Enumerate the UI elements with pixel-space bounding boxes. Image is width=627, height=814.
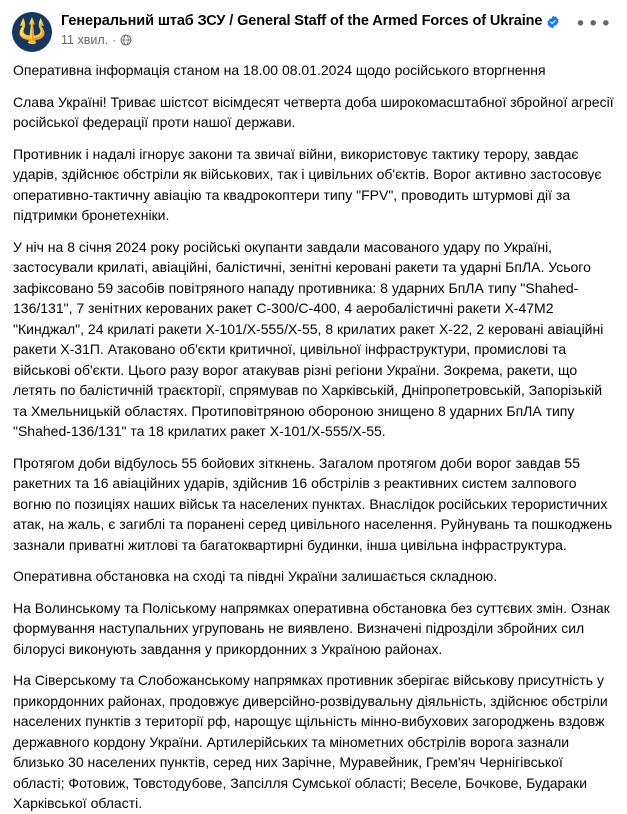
post-paragraph: У ніч на 8 січня 2024 року російські окупанти завдали масованого удару по Україні, застосували крилаті, авіаційні, балістичні, зенітні керовані ракети та ударні БпЛА. Усього зафіксовано 59 засобів повітряного нападу противника: 8 ударних БпЛА типу "Shahed-136/131", 7 зенітних керованих ракет С-300/С-400, 4 аеробалістичні ракети Х-47М2 "Кинджал", 24 крилаті ракети Х-101/Х-555/Х-55, 8 крилатих ракет Х-22, 2 керовані авіаційні ракети Х-31П. Атаковано об'єкти критичної, цивільної інфраструктури, промислові та військові об'єкти. Цього разу ворог атакував різні регіони України. Зокрема, ракети, що летять по балістичній траєкторії, спрямував по Харківській, Дніпропетровській, Запорізькій та Хмельницькій областях. Протиповітряною обороною знищено 8 ударних БпЛА типу "Shahed-136/131" та 18 крилатих ракет Х-101/Х-555/Х-55. bbox=[13, 238, 604, 439]
page-name-row bbox=[61, 13, 573, 30]
post-paragraph: Протягом доби відбулось 55 бойових зіткнень. Загалом протягом доби ворог завдав 55 ракетних та 16 авіаційних ударів, здійснив 16 обстрілів з реактивних систем залпового вогню по позиціях наших військ та населених пунктах. Внаслідок російських терористичних атак, на жаль, є загиблі та поранені серед цивільного населення. Руйнувань та пошкоджень зазнали приватні житлові та багатоквартирні будинки, інша цивільна інфраструктура. bbox=[13, 454, 613, 553]
post-more-options-button[interactable]: ••• bbox=[574, 13, 613, 35]
post-paragraph: На Сіверському та Слобожанському напрямках противник зберігає військову присутність у прикордонних районах, продовжує диверсійно-розвідувальну діяльність, здійснює обстріли населених пунктів з території рф, нарощує щільність мінно-вибухових загороджень вздовж державного кордону України. Артилерійських та мінометних обстрілів ворога зазнали близько 30 населених пунктів, серед них Зарічне, Муравейник, Грем'яч Чернігівської області; Фотовиж, Товстодубове, Запсілля Сумської області; Веселе, Бочкове, Будараки Харківської області. bbox=[13, 672, 608, 811]
post-header bbox=[12, 10, 615, 58]
post-paragraph: Противник і надалі ігнорує закони та звичаї війни, використовує тактику терору, завдає ударів, здійснює обстріли як військових, так і цивільних об'єктів. Ворог активно застосовує оперативно-тактичну авіацію та квадрокоптери типу "FPV", проводить штурмові дії за підтримки бронетехніки. bbox=[13, 145, 602, 223]
post-header-text bbox=[61, 12, 573, 47]
page-name[interactable]: Генеральний штаб ЗСУ / General Staff of the Armed Forces of Ukraine bbox=[61, 13, 543, 29]
post-meta bbox=[61, 33, 573, 47]
post-paragraph: Оперативна обстановка на сході та півдні України залишається складною. bbox=[13, 568, 498, 584]
avatar[interactable] bbox=[12, 12, 52, 52]
post-paragraph: На Волинському та Поліському напрямках оперативна обстановка без суттєвих змін. Ознак формування наступальних угруповань не виявлено. Визначені підрозділи збройних сил білорусі виконують завдання у прикордонних з Україною районах. bbox=[13, 599, 610, 657]
trident-emblem-icon: 🔱 bbox=[17, 17, 47, 45]
verified-badge-icon bbox=[546, 15, 560, 29]
post-paragraph: Оперативна інформація станом на 18.00 08.01.2024 щодо російського вторгнення bbox=[13, 62, 546, 78]
post-paragraph: Слава Україні! Триває шістсот вісімдесят четверта доба широкомасштабної збройної агресії російської федерації проти нашої держави. bbox=[13, 93, 614, 130]
globe-icon bbox=[120, 34, 132, 46]
meta-separator: · bbox=[112, 33, 117, 47]
post-timestamp[interactable]: 11 хвил. bbox=[61, 33, 109, 47]
post-body bbox=[12, 58, 615, 814]
